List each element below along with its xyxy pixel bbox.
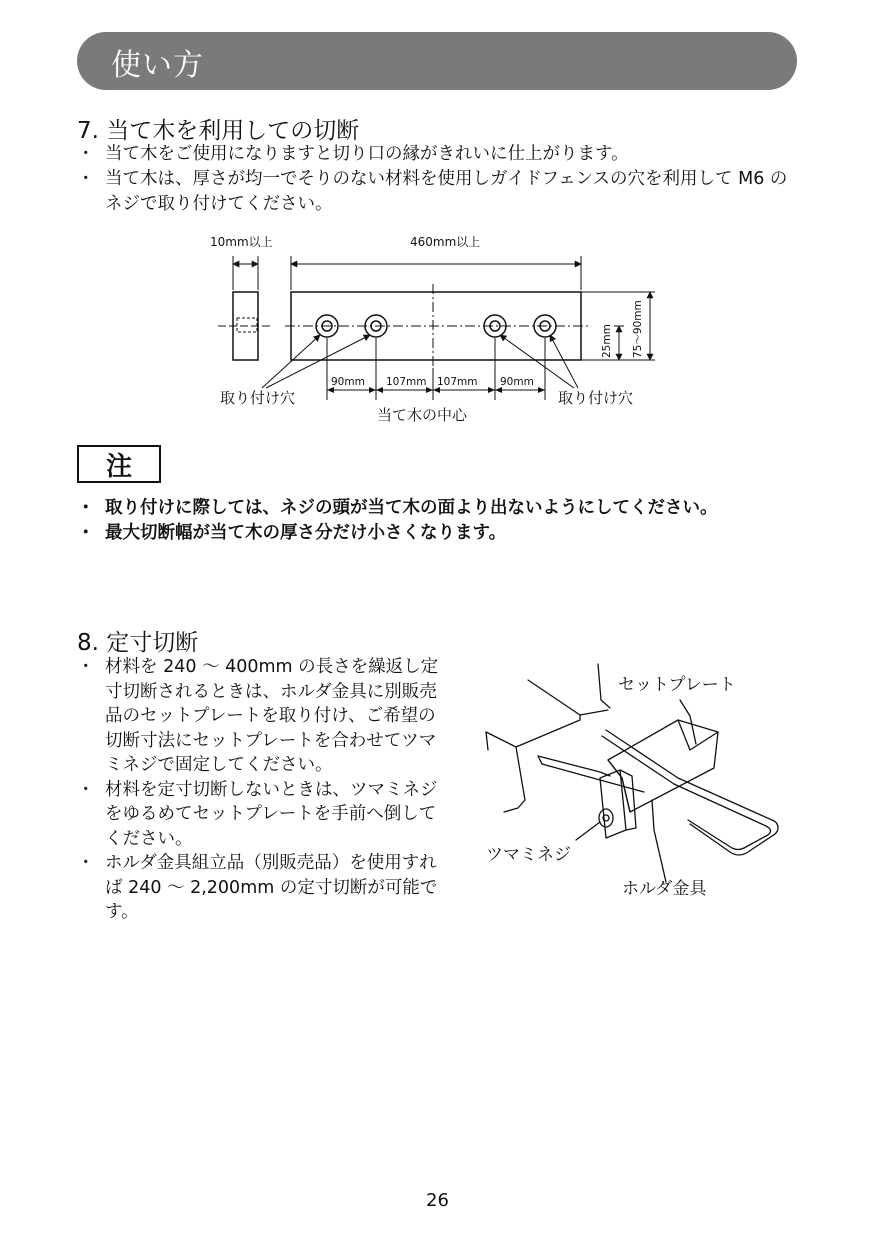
section7-title: 7. 当て木を利用しての切断 bbox=[77, 118, 360, 144]
label-length: 460mm以上 bbox=[410, 235, 481, 249]
section7-bullets bbox=[77, 142, 797, 217]
set-plate-illustration bbox=[480, 660, 780, 910]
label-holder: ホルダ金具 bbox=[622, 879, 707, 899]
label-holes-left: 取り付け穴 bbox=[220, 389, 296, 407]
section7-bullet: ・ 当て木は、厚さが均一でそりのない材料を使用しガイドフェンスの穴を利用して M6 のネジで取り付けてください。 bbox=[77, 167, 797, 217]
note-label-box bbox=[77, 445, 161, 483]
section8-bullet: ・ ホルダ金具組立品（別販売品）を使用すれば 240 ～ 2,200mm の定寸切断が可能です。 bbox=[77, 851, 447, 925]
dim-90-right: 90mm bbox=[500, 376, 534, 388]
label-holes-right: 取り付け穴 bbox=[558, 389, 634, 407]
label-knob-screw: ツマミネジ bbox=[486, 845, 571, 865]
note-bullet: ・ 取り付けに際しては、ネジの頭が当て木の面より出ないようにしてください。 bbox=[77, 496, 797, 521]
section7-bullet: ・ 当て木をご使用になりますと切り口の縁がきれいに仕上がります。 bbox=[77, 142, 797, 167]
header-title: 使い方 bbox=[111, 48, 204, 83]
page-number: 26 bbox=[426, 1190, 449, 1211]
section8-bullet: ・ 材料を定寸切断しないときは、ツマミネジをゆるめてセットプレートを手前へ倒してください。 bbox=[77, 778, 447, 852]
label-center: 当て木の中心 bbox=[377, 406, 468, 424]
section-header-bar bbox=[77, 32, 797, 90]
section8-bullets bbox=[77, 655, 447, 925]
guide-block-diagram bbox=[200, 228, 670, 428]
label-thickness: 10mm以上 bbox=[210, 235, 273, 249]
note-label: 注 bbox=[105, 451, 132, 482]
dim-90-left: 90mm bbox=[331, 376, 365, 388]
section8-title: 8. 定寸切断 bbox=[77, 630, 199, 656]
dim-107-right: 107mm bbox=[437, 376, 478, 388]
dim-25: 25mm bbox=[601, 324, 613, 358]
dim-107-left: 107mm bbox=[386, 376, 427, 388]
note-bullets bbox=[77, 496, 797, 546]
label-set-plate: セットプレート bbox=[618, 675, 736, 695]
section8-bullet: ・ 材料を 240 ～ 400mm の長さを繰返し定寸切断されるときは、ホルダ金具に別販売品のセットプレートを取り付け、ご希望の切断寸法にセットプレートを合わせてツマミネジで固定してください。 bbox=[77, 655, 447, 778]
note-bullet: ・ 最大切断幅が当て木の厚さ分だけ小さくなります。 bbox=[77, 521, 797, 546]
dim-height: 75～90mm bbox=[632, 300, 644, 358]
